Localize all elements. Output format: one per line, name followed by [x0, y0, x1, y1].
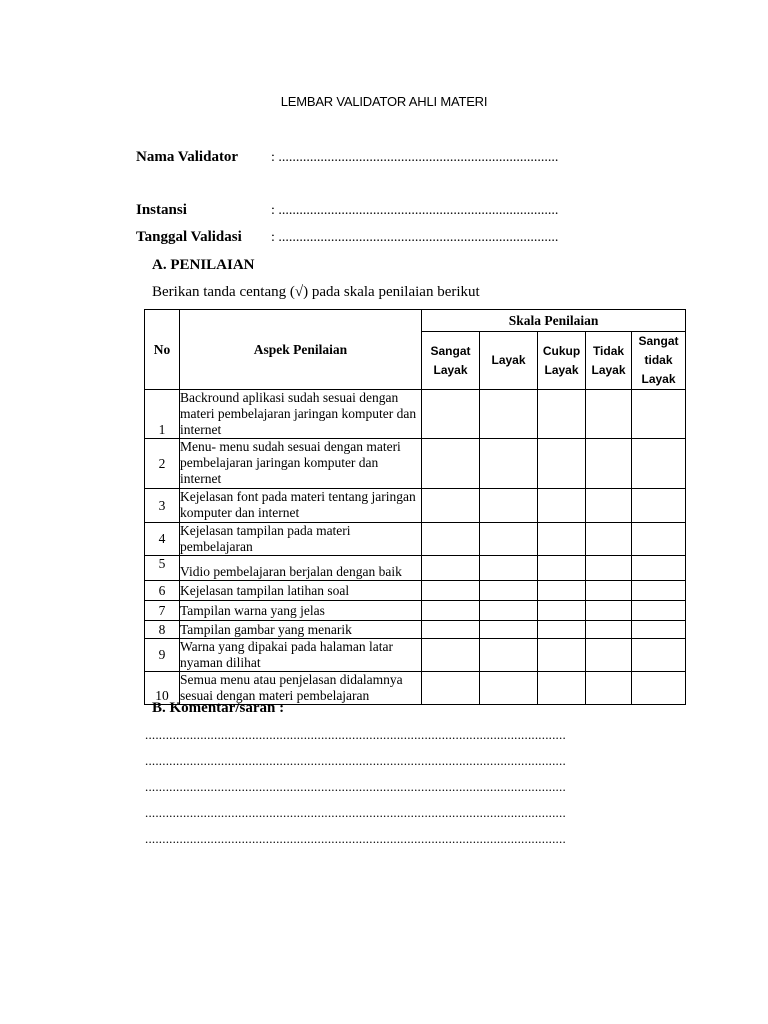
- rating-cell[interactable]: [586, 621, 632, 639]
- rating-cell[interactable]: [480, 523, 538, 556]
- section-b-heading: B. Komentar/saran :: [152, 700, 285, 716]
- rating-cell[interactable]: [480, 489, 538, 523]
- rating-cell[interactable]: [538, 489, 586, 523]
- comment-line[interactable]: ..........................................................................................................................: [145, 727, 566, 742]
- rating-cell[interactable]: [632, 439, 686, 489]
- instruction-text: Berikan tanda centang (√) pada skala penilaian berikut: [152, 284, 480, 300]
- rating-cell[interactable]: [538, 390, 586, 439]
- rating-cell[interactable]: [422, 489, 480, 523]
- field-label-tanggal-validasi: Tanggal Validasi: [136, 229, 242, 245]
- rating-cell[interactable]: [586, 439, 632, 489]
- scale-tidak-layak: Tidak Layak: [586, 332, 632, 390]
- rating-cell[interactable]: [632, 672, 686, 705]
- row-number: 2: [145, 439, 180, 489]
- rating-cell[interactable]: [538, 556, 586, 581]
- rating-cell[interactable]: [480, 556, 538, 581]
- scale-sangat-tidak-layak: Sangat tidak Layak: [632, 332, 686, 390]
- rating-cell[interactable]: [538, 672, 586, 705]
- rating-cell[interactable]: [538, 601, 586, 621]
- row-aspect: Vidio pembelajaran berjalan dengan baik: [180, 556, 422, 581]
- rating-cell[interactable]: [632, 621, 686, 639]
- table-row: [145, 621, 686, 639]
- rating-cell[interactable]: [480, 672, 538, 705]
- row-number: 10: [145, 672, 180, 705]
- rating-cell[interactable]: [632, 523, 686, 556]
- rating-cell[interactable]: [586, 639, 632, 672]
- rating-cell[interactable]: [422, 639, 480, 672]
- row-aspect: Backround aplikasi sudah sesuai dengan materi pembelajaran jaringan komputer dan internet: [180, 390, 422, 439]
- scale-cukup-layak: Cukup Layak: [538, 332, 586, 390]
- rating-cell[interactable]: [538, 439, 586, 489]
- rating-cell[interactable]: [480, 639, 538, 672]
- table-row: [145, 581, 686, 601]
- rating-cell[interactable]: [586, 489, 632, 523]
- header-no: No: [145, 310, 180, 390]
- table-row: [145, 601, 686, 621]
- comment-line[interactable]: ..........................................................................................................................: [145, 753, 566, 768]
- rating-cell[interactable]: [480, 621, 538, 639]
- row-number: 9: [145, 639, 180, 672]
- row-number: 3: [145, 489, 180, 523]
- row-aspect: Kejelasan tampilan pada materi pembelajaran: [180, 523, 422, 556]
- field-value-nama-validator: : ................................................................................: [271, 150, 559, 165]
- scale-sangat-layak: Sangat Layak: [422, 332, 480, 390]
- rating-cell[interactable]: [480, 390, 538, 439]
- header-aspect: Aspek Penilaian: [180, 310, 422, 390]
- rating-cell[interactable]: [538, 639, 586, 672]
- section-a-heading: A. PENILAIAN: [152, 257, 255, 273]
- comment-line[interactable]: ..........................................................................................................................: [145, 779, 566, 794]
- rating-cell[interactable]: [480, 439, 538, 489]
- assessment-table: [144, 309, 686, 705]
- row-aspect: Tampilan warna yang jelas: [180, 601, 422, 621]
- rating-cell[interactable]: [632, 390, 686, 439]
- rating-cell[interactable]: [632, 601, 686, 621]
- row-aspect: Menu- menu sudah sesuai dengan materi pembelajaran jaringan komputer dan internet: [180, 439, 422, 489]
- row-number: 8: [145, 621, 180, 639]
- rating-cell[interactable]: [538, 621, 586, 639]
- rating-cell[interactable]: [586, 601, 632, 621]
- comment-line[interactable]: ..........................................................................................................................: [145, 831, 566, 846]
- row-number: 5: [145, 556, 180, 581]
- rating-cell[interactable]: [422, 621, 480, 639]
- row-aspect: Semua menu atau penjelasan didalamnya sesuai dengan materi pembelajaran: [180, 672, 422, 705]
- rating-cell[interactable]: [586, 390, 632, 439]
- table-row: [145, 523, 686, 556]
- row-number: 6: [145, 581, 180, 601]
- comment-line[interactable]: ..........................................................................................................................: [145, 805, 566, 820]
- rating-cell[interactable]: [586, 523, 632, 556]
- rating-cell[interactable]: [422, 556, 480, 581]
- table-row: [145, 556, 686, 581]
- rating-cell[interactable]: [538, 581, 586, 601]
- rating-cell[interactable]: [538, 523, 586, 556]
- table-row: [145, 489, 686, 523]
- rating-cell[interactable]: [422, 439, 480, 489]
- row-aspect: Kejelasan tampilan latihan soal: [180, 581, 422, 601]
- field-label-instansi: Instansi: [136, 202, 187, 218]
- rating-cell[interactable]: [586, 672, 632, 705]
- rating-cell[interactable]: [632, 489, 686, 523]
- rating-cell[interactable]: [422, 390, 480, 439]
- rating-cell[interactable]: [586, 556, 632, 581]
- rating-cell[interactable]: [480, 581, 538, 601]
- rating-cell[interactable]: [632, 556, 686, 581]
- rating-cell[interactable]: [586, 581, 632, 601]
- table-row: [145, 439, 686, 489]
- table-row: [145, 390, 686, 439]
- table-row: [145, 639, 686, 672]
- header-scale: Skala Penilaian: [422, 310, 686, 332]
- rating-cell[interactable]: [422, 672, 480, 705]
- row-number: 4: [145, 523, 180, 556]
- page-title: LEMBAR VALIDATOR AHLI MATERI: [280, 94, 488, 109]
- row-aspect: Tampilan gambar yang menarik: [180, 621, 422, 639]
- row-number: 1: [145, 390, 180, 439]
- row-aspect: Warna yang dipakai pada halaman latar nyaman dilihat: [180, 639, 422, 672]
- row-number: 7: [145, 601, 180, 621]
- row-aspect: Kejelasan font pada materi tentang jaringan komputer dan internet: [180, 489, 422, 523]
- rating-cell[interactable]: [422, 523, 480, 556]
- rating-cell[interactable]: [422, 601, 480, 621]
- field-label-nama-validator: Nama Validator: [136, 149, 239, 165]
- rating-cell[interactable]: [632, 639, 686, 672]
- rating-cell[interactable]: [480, 601, 538, 621]
- rating-cell[interactable]: [632, 581, 686, 601]
- field-value-instansi: : ................................................................................: [271, 203, 559, 218]
- field-value-tanggal-validasi: : ................................................................................: [271, 230, 559, 245]
- rating-cell[interactable]: [422, 581, 480, 601]
- scale-layak: Layak: [480, 332, 538, 390]
